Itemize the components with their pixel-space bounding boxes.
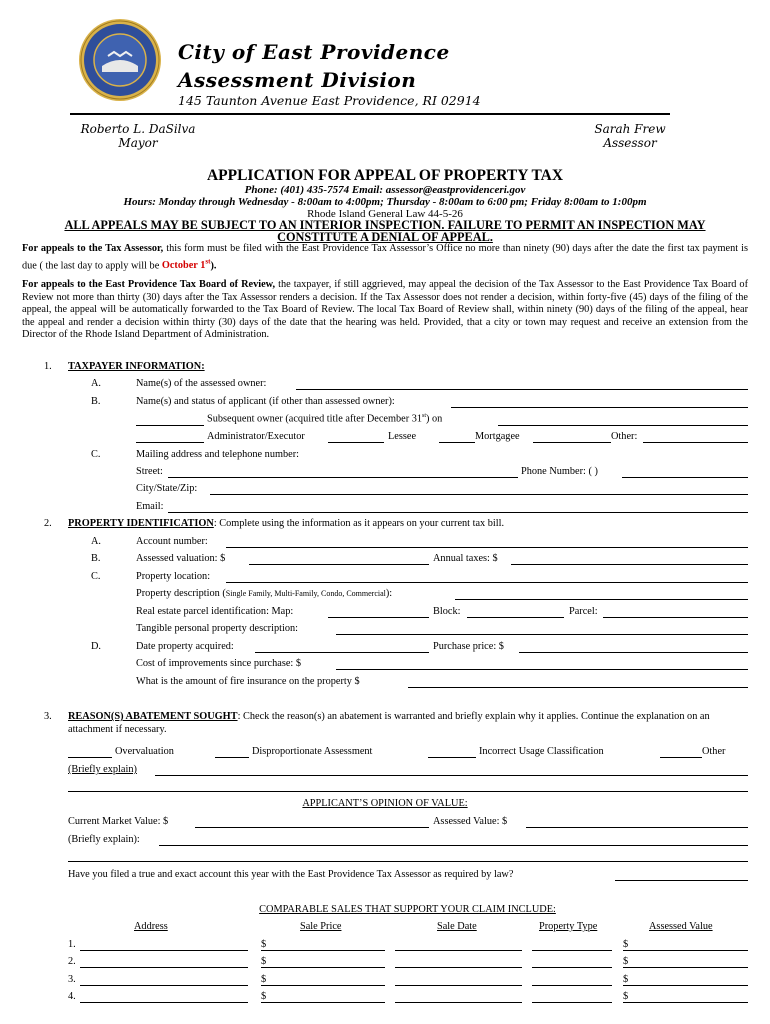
hours-line: Hours: Monday through Wednesday - 8:00am to 4:00pm; Thursday - 8:00am to 6:00 pm; Friday 8:00am to 1:00pm xyxy=(123,196,647,208)
s1-c-letter: C. xyxy=(91,449,101,460)
contact-line: Phone: (401) 435-7574 Email: assessor@eastprovidenceri.gov xyxy=(244,184,526,196)
section1-num: 1. xyxy=(44,361,52,372)
filed-answer-field[interactable] xyxy=(615,880,748,881)
comp-row-num: 1. xyxy=(68,939,76,950)
opinion-explain-field-2[interactable] xyxy=(68,861,748,862)
comp-assessed-field[interactable] xyxy=(623,985,748,986)
email-field[interactable] xyxy=(168,512,748,513)
incorrect-usage-label: Incorrect Usage Classification xyxy=(479,746,604,757)
para-tax-assessor xyxy=(22,243,748,273)
para1-end: ). xyxy=(210,260,217,272)
description-end: ): xyxy=(385,588,393,599)
s2-c-letter: C. xyxy=(91,571,101,582)
col-property-type: Property Type xyxy=(539,921,598,932)
s2-a-letter: A. xyxy=(91,536,102,547)
section3-instructions: : Check the reason(s) an abatement is warranted and briefly explain why it applies. Continue the explanation on an attachment if necessary. xyxy=(68,711,710,735)
description-field[interactable] xyxy=(455,599,748,600)
opinion-assessed-label: Assessed Value: $ xyxy=(433,816,508,827)
comp-assessed-dollar: $ xyxy=(623,956,629,967)
assessed-owner-label: Name(s) of the assessed owner: xyxy=(136,378,267,389)
explain-field-2[interactable] xyxy=(68,791,748,792)
comp-type-field[interactable] xyxy=(532,985,612,986)
comp-assessed-dollar: $ xyxy=(623,991,629,1002)
comp-address-field[interactable] xyxy=(80,967,248,968)
comp-row-num: 3. xyxy=(68,974,76,985)
comp-price-dollar: $ xyxy=(261,974,267,985)
block-field[interactable] xyxy=(467,617,564,618)
comp-address-field[interactable] xyxy=(80,1002,248,1003)
col-sale-price: Sale Price xyxy=(300,921,342,932)
comp-price-dollar: $ xyxy=(261,956,267,967)
division-name: Assessment Division xyxy=(178,68,417,92)
deadline-sup: st xyxy=(205,257,211,266)
city-seal-logo xyxy=(78,18,162,102)
other-reason-check[interactable] xyxy=(660,757,702,758)
overvaluation-check[interactable] xyxy=(68,757,112,758)
lessee-check[interactable] xyxy=(328,442,384,443)
section2-heading xyxy=(68,518,504,529)
other-label: Other: xyxy=(611,431,638,442)
map-field[interactable] xyxy=(328,617,429,618)
comp-date-field[interactable] xyxy=(395,950,522,951)
comp-address-field[interactable] xyxy=(80,985,248,986)
phone-label: Phone Number: ( ) xyxy=(521,466,598,477)
comparable-heading: COMPARABLE SALES THAT SUPPORT YOUR CLAIM INCLUDE: xyxy=(259,904,556,915)
purchase-price-field[interactable] xyxy=(519,652,748,653)
office-address: 145 Taunton Avenue East Providence, RI 02914 xyxy=(178,93,481,108)
annual-taxes-label: Annual taxes: $ xyxy=(433,553,498,564)
comp-date-field[interactable] xyxy=(395,1002,522,1003)
mortgagee-label: Mortgagee xyxy=(475,431,520,442)
subsequent-sup: st xyxy=(422,413,427,419)
subsequent-date-field[interactable] xyxy=(498,425,748,426)
comp-date-field[interactable] xyxy=(395,967,522,968)
parcel-map-label: Real estate parcel identification: Map: xyxy=(136,606,294,617)
comp-assessed-field[interactable] xyxy=(623,1002,748,1003)
s2-d-letter: D. xyxy=(91,641,102,652)
mayor-title: Mayor xyxy=(118,136,158,150)
overvaluation-label: Overvaluation xyxy=(115,746,174,757)
comp-assessed-dollar: $ xyxy=(623,939,629,950)
annual-taxes-field[interactable] xyxy=(511,564,748,565)
section1-heading: TAXPAYER INFORMATION: xyxy=(68,361,205,372)
section3-num: 3. xyxy=(44,711,52,722)
header-rule xyxy=(70,113,670,115)
improvements-label: Cost of improvements since purchase: $ xyxy=(136,658,302,669)
briefly-explain-label: (Briefly explain) xyxy=(68,764,137,775)
city-state-zip-field[interactable] xyxy=(210,494,748,495)
col-sale-date: Sale Date xyxy=(437,921,477,932)
mailing-label: Mailing address and telephone number: xyxy=(136,449,299,460)
assessed-owner-field[interactable] xyxy=(296,389,748,390)
para1-text: this form must be filed with the East Providence Tax Assessor’s Office no more than ninety (90) days after the date the first tax payment is due ( the last day to apply will be xyxy=(22,243,748,272)
col-address: Address xyxy=(134,921,168,932)
subsequent-owner-label xyxy=(207,413,442,424)
inspection-warning: ALL APPEALS MAY BE SUBJECT TO AN INTERIOR INSPECTION. FAILURE TO PERMIT AN INSPECTION MAY CONSTITUTE A DENIAL OF APPEAL. xyxy=(64,218,706,244)
improvements-field[interactable] xyxy=(336,669,748,670)
block-label: Block: xyxy=(433,606,461,617)
para2-text: the taxpayer, if still aggrieved, may appeal the decision of the Tax Assessor to the East Providence Tax Board of Review not more than thirty (30) days after the Tax Assessor renders a decision. If the Tax Assessor does not render a decision, within forty-five (45) days of the filing of the appeal, the appeal will be automatically forwarded to the Tax Board of Review. The local Tax Board of Review shall, within ninety (90) days of the filing of the appeal, hear the appeal and render a decision within thirty (30) days of the date that the hearing was held. Provided, that a city or town may request and receive an extension from the Director of the Rhode Island Department of Administration. xyxy=(22,279,749,341)
disproportionate-check[interactable] xyxy=(215,757,249,758)
date-acquired-label: Date property acquired: xyxy=(136,641,234,652)
comp-address-field[interactable] xyxy=(80,950,248,951)
parcel-field[interactable] xyxy=(603,617,748,618)
administrator-check[interactable] xyxy=(136,442,204,443)
current-market-field[interactable] xyxy=(195,827,429,828)
description-text: Property description ( xyxy=(136,588,226,599)
comp-row-num: 4. xyxy=(68,991,76,1002)
comp-assessed-field[interactable] xyxy=(623,950,748,951)
city-state-zip-label: City/State/Zip: xyxy=(136,483,198,494)
tangible-field[interactable] xyxy=(336,634,748,635)
other-field[interactable] xyxy=(643,442,748,443)
street-label: Street: xyxy=(136,466,163,477)
fire-insurance-field[interactable] xyxy=(408,687,748,688)
assessed-valuation-field[interactable] xyxy=(249,564,429,565)
section2-heading-text: PROPERTY IDENTIFICATION xyxy=(68,518,214,529)
comp-assessed-dollar: $ xyxy=(623,974,629,985)
street-field[interactable] xyxy=(168,477,518,478)
account-field[interactable] xyxy=(226,547,748,548)
disproportionate-label: Disproportionate Assessment xyxy=(252,746,373,757)
date-acquired-field[interactable] xyxy=(255,652,429,653)
description-label xyxy=(136,588,392,599)
comp-assessed-field[interactable] xyxy=(623,967,748,968)
comp-price-field[interactable] xyxy=(261,1002,385,1003)
opinion-explain-field-1[interactable] xyxy=(159,845,748,846)
other-reason-label: Other xyxy=(702,746,726,757)
opinion-briefly-label: (Briefly explain): xyxy=(68,834,140,845)
comp-type-field[interactable] xyxy=(532,1002,612,1003)
s1-b-letter: B. xyxy=(91,396,101,407)
fire-insurance-label: What is the amount of fire insurance on the property $ xyxy=(136,676,360,687)
comp-type-field[interactable] xyxy=(532,967,612,968)
comp-price-dollar: $ xyxy=(261,991,267,1002)
tangible-label: Tangible personal property description: xyxy=(136,623,298,634)
para-board-review xyxy=(22,279,748,342)
comp-price-field[interactable] xyxy=(261,950,385,951)
explain-field-1[interactable] xyxy=(155,775,748,776)
location-label: Property location: xyxy=(136,571,211,582)
section2-num: 2. xyxy=(44,518,52,529)
phone-field[interactable] xyxy=(622,477,748,478)
opinion-heading: APPLICANT’S OPINION OF VALUE: xyxy=(302,798,468,809)
applicant-label: Name(s) and status of applicant (if other than assessed owner): xyxy=(136,396,395,407)
mortgagee-check[interactable] xyxy=(439,442,475,443)
city-name: City of East Providence xyxy=(178,40,450,64)
opinion-assessed-field[interactable] xyxy=(526,827,748,828)
location-field[interactable] xyxy=(226,582,748,583)
description-options: Single Family, Multi-Family, Condo, Commercial xyxy=(225,589,386,598)
section3-heading-text: REASON(S) ABATEMENT SOUGHT xyxy=(68,711,238,722)
account-label: Account number: xyxy=(136,536,208,547)
subsequent-text: Subsequent owner (acquired title after December 31 xyxy=(207,413,423,425)
email-label: Email: xyxy=(136,501,164,512)
s1-a-letter: A. xyxy=(91,378,102,389)
assessor-block xyxy=(560,122,700,150)
comp-price-dollar: $ xyxy=(261,939,267,950)
para1-lead: For appeals to the Tax Assessor, xyxy=(22,243,164,254)
applicant-field[interactable] xyxy=(451,407,748,408)
current-market-label: Current Market Value: $ xyxy=(68,816,169,827)
para2-lead: For appeals to the East Providence Tax Board of Review, xyxy=(22,279,276,290)
mayor-name: Roberto L. DaSilva xyxy=(80,122,196,136)
subsequent-end: ) on xyxy=(426,413,443,425)
incorrect-usage-check[interactable] xyxy=(428,757,476,758)
assessor-name: Sarah Frew xyxy=(594,122,666,136)
assessed-valuation-label: Assessed valuation: $ xyxy=(136,553,226,564)
section2-instructions: : Complete using the information as it appears on your current tax bill. xyxy=(213,518,505,529)
mayor-block xyxy=(68,122,208,150)
form-title: APPLICATION FOR APPEAL OF PROPERTY TAX xyxy=(206,167,564,184)
deadline-date xyxy=(161,257,211,272)
law-reference: Rhode Island General Law 44-5-26 xyxy=(307,208,463,220)
subsequent-owner-check[interactable] xyxy=(136,425,204,426)
col-assessed-value: Assessed Value xyxy=(649,921,713,932)
section3-heading xyxy=(68,711,748,736)
purchase-price-label: Purchase price: $ xyxy=(433,641,504,652)
other-check[interactable] xyxy=(533,442,611,443)
comp-price-field[interactable] xyxy=(261,985,385,986)
assessor-title: Assessor xyxy=(603,136,657,150)
comp-price-field[interactable] xyxy=(261,967,385,968)
comp-row-num: 2. xyxy=(68,956,76,967)
comp-type-field[interactable] xyxy=(532,950,612,951)
parcel-label: Parcel: xyxy=(569,606,598,617)
filed-question: Have you filed a true and exact account this year with the East Providence Tax Assessor as required by law? xyxy=(68,869,514,880)
s2-b-letter: B. xyxy=(91,553,101,564)
administrator-label: Administrator/Executor xyxy=(207,431,305,442)
deadline-text: October 1 xyxy=(161,260,206,272)
comp-date-field[interactable] xyxy=(395,985,522,986)
lessee-label: Lessee xyxy=(388,431,417,442)
